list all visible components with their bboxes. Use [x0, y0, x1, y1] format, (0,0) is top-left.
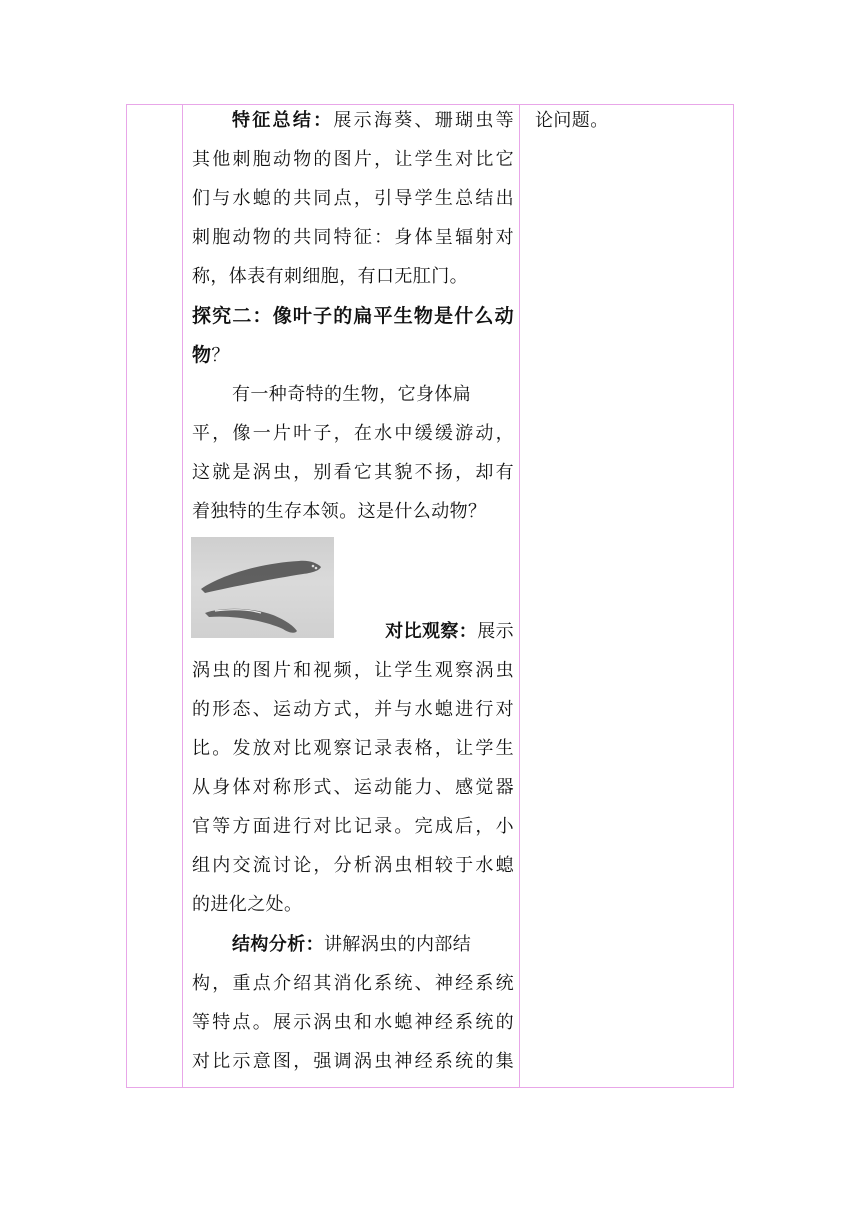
section-lead: 对比观察： [385, 621, 478, 642]
section-heading: 探究二：像叶子的扁平生物是什么动 [192, 305, 514, 327]
text-line: 特征总结：展示海葵、珊瑚虫等 [232, 110, 514, 131]
text-line: 官等方面进行对比记录。完成后，小 [192, 816, 514, 837]
text-line: 组内交流讨论，分析涡虫相较于水螅 [192, 855, 514, 876]
section-heading-cont: 物？ [192, 344, 230, 366]
flatworm-photo [191, 537, 334, 638]
text-line: 的形态、运动方式，并与水螅进行对 [192, 699, 514, 720]
text-line: 对比观察：展示 [385, 621, 514, 642]
text-line: 结构分析：讲解涡虫的内部结 [232, 934, 472, 955]
text-line: 的进化之处。 [192, 894, 303, 915]
text-line: 其他刺胞动物的图片，让学生对比它 [192, 149, 514, 170]
text-line: 平，像一片叶子，在水中缓缓游动， [192, 423, 514, 444]
text-line: 有一种奇特的生物，它身体扁 [232, 384, 472, 405]
text-line: 涡虫的图片和视频，让学生观察涡虫 [192, 660, 514, 681]
text-line: 对比示意图，强调涡虫神经系统的集 [192, 1051, 514, 1072]
column-divider-1 [182, 105, 183, 1087]
text-line: 比。发放对比观察记录表格，让学生 [192, 738, 514, 759]
section-lead: 结构分析： [232, 934, 324, 955]
text-line: 刺胞动物的共同特征：身体呈辐射对 [192, 227, 514, 248]
text-line: 论问题。 [535, 110, 609, 131]
text-line: 从身体对称形式、运动能力、感觉器 [192, 777, 514, 798]
text-line: 构，重点介绍其消化系统、神经系统 [192, 973, 514, 994]
text-line: 等特点。展示涡虫和水螅神经系统的 [192, 1012, 514, 1033]
lesson-table [126, 104, 734, 1088]
text-line: 这就是涡虫，别看它其貌不扬，却有 [192, 462, 514, 483]
section-lead: 特征总结： [232, 110, 334, 131]
column-divider-2 [519, 105, 520, 1087]
text-line: 们与水螅的共同点，引导学生总结出 [192, 188, 514, 209]
text-line: 着独特的生存本领。这是什么动物？ [192, 501, 487, 522]
text-line: 称，体表有刺细胞，有口无肛门。 [192, 266, 468, 287]
